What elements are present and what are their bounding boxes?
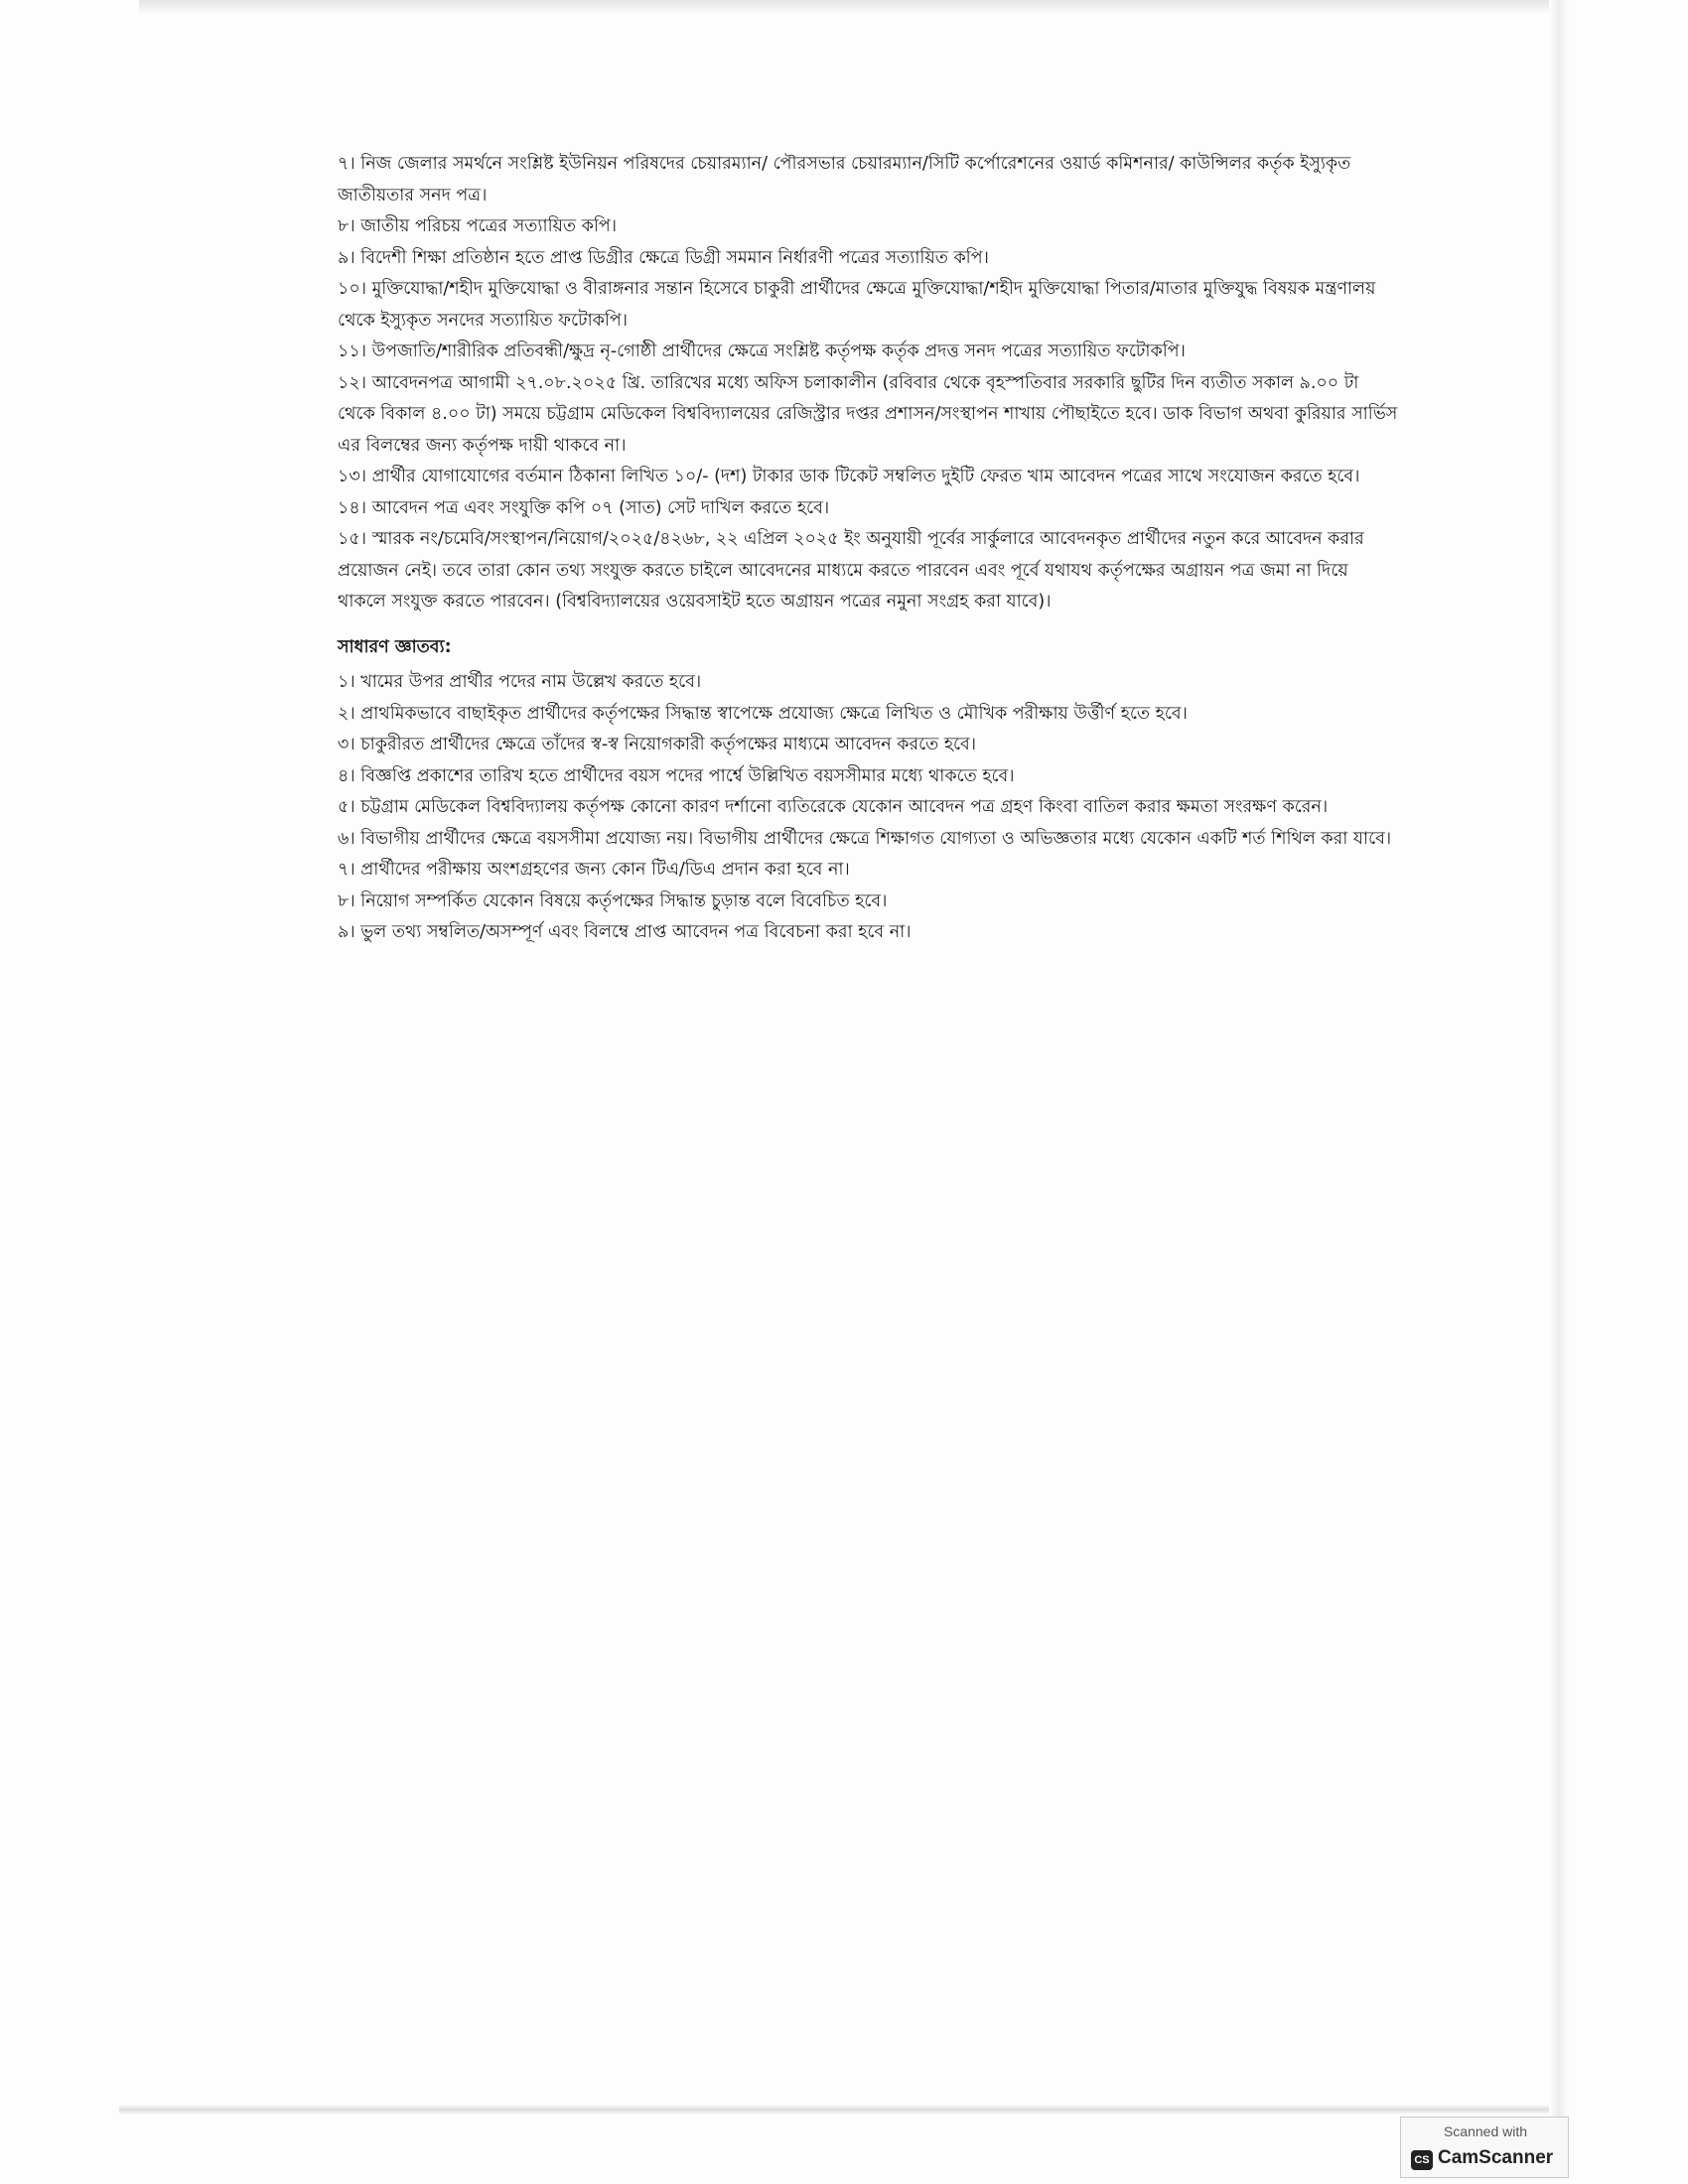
document-body: [338, 149, 1400, 949]
list-item: [338, 667, 1400, 699]
list-item: [338, 792, 1400, 824]
item-number: ৭।: [338, 860, 355, 880]
item-number: ৪।: [338, 765, 355, 786]
list-item: [338, 368, 1400, 463]
item-text: চাকুরীরত প্রার্থীদের ক্ষেত্রে তাঁদের স্ব-স্ব নিয়োগকারী কর্তৃপক্ষের মাধ্যমে আবেদন করতে হবে।: [360, 735, 977, 754]
list-item: [338, 524, 1400, 618]
item-number: ১২।: [338, 372, 366, 393]
item-number: ৩।: [338, 735, 355, 754]
camscanner-logo-icon: CS: [1411, 2150, 1433, 2170]
item-text: স্মারক নং/চমেবি/সংস্থাপন/নিয়োগ/২০২৫/৪২৬৮, ২২ এপ্রিল ২০২৫ ইং অনুযায়ী পূর্বের সার্কুলারে আবেদনকৃত প্রার্থীদের নতুন করে আবেদন করার প্রয়োজন নেই। তবে তারা কোন তথ্য সংযুক্ত করতে চাইলে আবেদনের মাধ্যমে করতে পারবেন এবং পূর্বে যথাযথ কর্তৃপক্ষের অগ্রায়ন পত্র জমা না দিয়ে থাকলে সংযুক্ত করতে পারবেন। (বিশ্ববিদ্যালয়ের ওয়েবসাইট হতে অগ্রায়ন পত্রের নমুনা সংগ্রহ করা যাবে)।: [338, 529, 1364, 612]
requirements-list: [338, 149, 1400, 618]
item-text: উপজাতি/শারীরিক প্রতিবন্ধী/ক্ষুদ্র নৃ-গোষ্ঠী প্রার্থীদের ক্ষেত্রে সংশ্লিষ্ট কর্তৃপক্ষ কর্তৃক প্রদত্ত সনদ পত্রের সত্যায়িত ফটোকপি।: [371, 341, 1186, 361]
general-notes-heading: সাধারণ জ্ঞাতব্য:: [338, 636, 452, 657]
list-item: [338, 211, 1400, 243]
item-text: চট্টগ্রাম মেডিকেল বিশ্ববিদ্যালয় কর্তৃপক্ষ কোনো কারণ দর্শানো ব্যতিরেকে যেকোন আবেদন পত্র গ্রহণ কিংবা বাতিল করার ক্ষমতা সংরক্ষণ করেন।: [360, 797, 1329, 817]
item-number: ৫।: [338, 797, 355, 817]
item-text: ভুল তথ্য সম্বলিত/অসম্পূর্ণ এবং বিলম্বে প্রাপ্ত আবেদন পত্র বিবেচনা করা হবে না।: [360, 922, 912, 942]
list-item: [338, 699, 1400, 731]
item-text: জাতীয় পরিচয় পত্রের সত্যায়িত কপি।: [360, 216, 617, 236]
item-number: ১৫।: [338, 529, 366, 549]
item-number: ৯।: [338, 247, 355, 268]
item-text: আবেদনপত্র আগামী ২৭.০৮.২০২৫ খ্রি. তারিখের মধ্যে অফিস চলাকালীন (রবিবার থেকে বৃহস্পতিবার সরকারি ছুটির দিন ব্যতীত সকাল ৯.০০ টা থেকে বিকাল ৪.০০ টা) সময়ে চট্টগ্রাম মেডিকেল বিশ্ববিদ্যালয়ের রেজিস্ট্রার দপ্তর প্রশাসন/সংস্থাপন শাখায় পৌছাইতে হবে। ডাক বিভাগ অথবা কুরিয়ার সার্ভিস এর বিলম্বের জন্য কর্তৃপক্ষ দায়ী থাকবে না।: [338, 372, 1398, 456]
item-number: ৮।: [338, 216, 355, 236]
list-item: [338, 917, 1400, 949]
item-text: নিয়োগ সম্পর্কিত যেকোন বিষয়ে কর্তৃপক্ষের সিদ্ধান্ত চুড়ান্ত বলে বিবেচিত হবে।: [360, 890, 888, 911]
list-item: [338, 855, 1400, 887]
list-item: [338, 887, 1400, 918]
item-text: মুক্তিযোদ্ধা/শহীদ মুক্তিযোদ্ধা ও বীরাঙ্গনার সন্তান হিসেবে চাকুরী প্রার্থীদের ক্ষেত্রে মুক্তিযোদ্ধা/শহীদ মুক্তিযোদ্ধা পিতার/মাতার মুক্তিযুদ্ধ বিষয়ক মন্ত্রণালয় থেকে ইস্যুকৃত সনদের সত্যায়িত ফটোকপি।: [338, 279, 1376, 331]
general-notes-list: [338, 667, 1400, 949]
item-number: ৭।: [338, 154, 355, 174]
item-number: ১।: [338, 672, 355, 692]
item-text: বিদেশী শিক্ষা প্রতিষ্ঠান হতে প্রাপ্ত ডিগ্রীর ক্ষেত্রে ডিগ্রী সমমান নির্ধারণী পত্রের সত্যায়িত কপি।: [360, 247, 989, 268]
item-number: ৮।: [338, 890, 355, 911]
list-item: [338, 274, 1400, 337]
item-number: ১০।: [338, 279, 366, 299]
scan-edge-bottom: [119, 2105, 1549, 2115]
list-item: [338, 462, 1400, 493]
item-number: ১৪।: [338, 497, 366, 518]
item-text: বিজ্ঞপ্তি প্রকাশের তারিখ হতে প্রার্থীদের বয়স পদের পার্শ্বে উল্লিখিত বয়সসীমার মধ্যে থাকতে হবে।: [360, 765, 1015, 786]
list-item: [338, 730, 1400, 761]
item-number: ১১।: [338, 341, 366, 361]
scan-edge-right: [1549, 0, 1569, 2134]
badge-caption: Scanned with: [1443, 2123, 1528, 2139]
scan-edge-top: [139, 0, 1549, 14]
list-item: [338, 243, 1400, 275]
item-number: ৯।: [338, 922, 355, 942]
item-number: ৬।: [338, 828, 355, 849]
item-number: ২।: [338, 703, 355, 724]
badge-brand: CamScanner: [1438, 2147, 1554, 2168]
item-number: ১৩।: [338, 467, 366, 486]
list-item: [338, 337, 1400, 368]
item-text: প্রাথমিকভাবে বাছাইকৃত প্রার্থীদের কর্তৃপক্ষের সিদ্ধান্ত স্বাপেক্ষে প্রযোজ্য ক্ষেত্রে লিখিত ও মৌখিক পরীক্ষায় উর্ত্তীর্ণ হতে হবে।: [360, 703, 1188, 724]
item-text: নিজ জেলার সমর্থনে সংশ্লিষ্ট ইউনিয়ন পরিষদের চেয়ারম্যান/ পৌরসভার চেয়ারম্যান/সিটি কর্পোরেশনের ওয়ার্ড কমিশনার/ কাউন্সিলর কর্তৃক ইস্যুকৃত জাতীয়তার সনদ পত্র।: [338, 154, 1351, 205]
list-item: [338, 493, 1400, 525]
item-text: প্রার্থীদের পরীক্ষায় অংশগ্রহণের জন্য কোন টিএ/ডিএ প্রদান করা হবে না।: [360, 860, 850, 880]
list-item: [338, 824, 1400, 856]
item-text: আবেদন পত্র এবং সংযুক্তি কপি ০৭ (সাত) সেট দাখিল করতে হবে।: [371, 497, 830, 518]
camscanner-badge: [1400, 2116, 1569, 2178]
list-item: [338, 761, 1400, 793]
item-text: বিভাগীয় প্রার্থীদের ক্ষেত্রে বয়সসীমা প্রযোজ্য নয়। বিভাগীয় প্রার্থীদের ক্ষেত্রে শিক্ষাগত যোগ্যতা ও অভিজ্ঞতার মধ্যে যেকোন একটি শর্ত শিথিল করা যাবে।: [360, 828, 1392, 849]
item-text: প্রার্থীর যোগাযোগের বর্তমান ঠিকানা লিখিত ১০/- (দশ) টাকার ডাক টিকেট সম্বলিত দুইটি ফেরত খাম আবেদন পত্রের সাথে সংযোজন করতে হবে।: [371, 467, 1360, 486]
list-item: [338, 149, 1400, 211]
item-text: খামের উপর প্রার্থীর পদের নাম উল্লেখ করতে হবে।: [360, 672, 702, 692]
